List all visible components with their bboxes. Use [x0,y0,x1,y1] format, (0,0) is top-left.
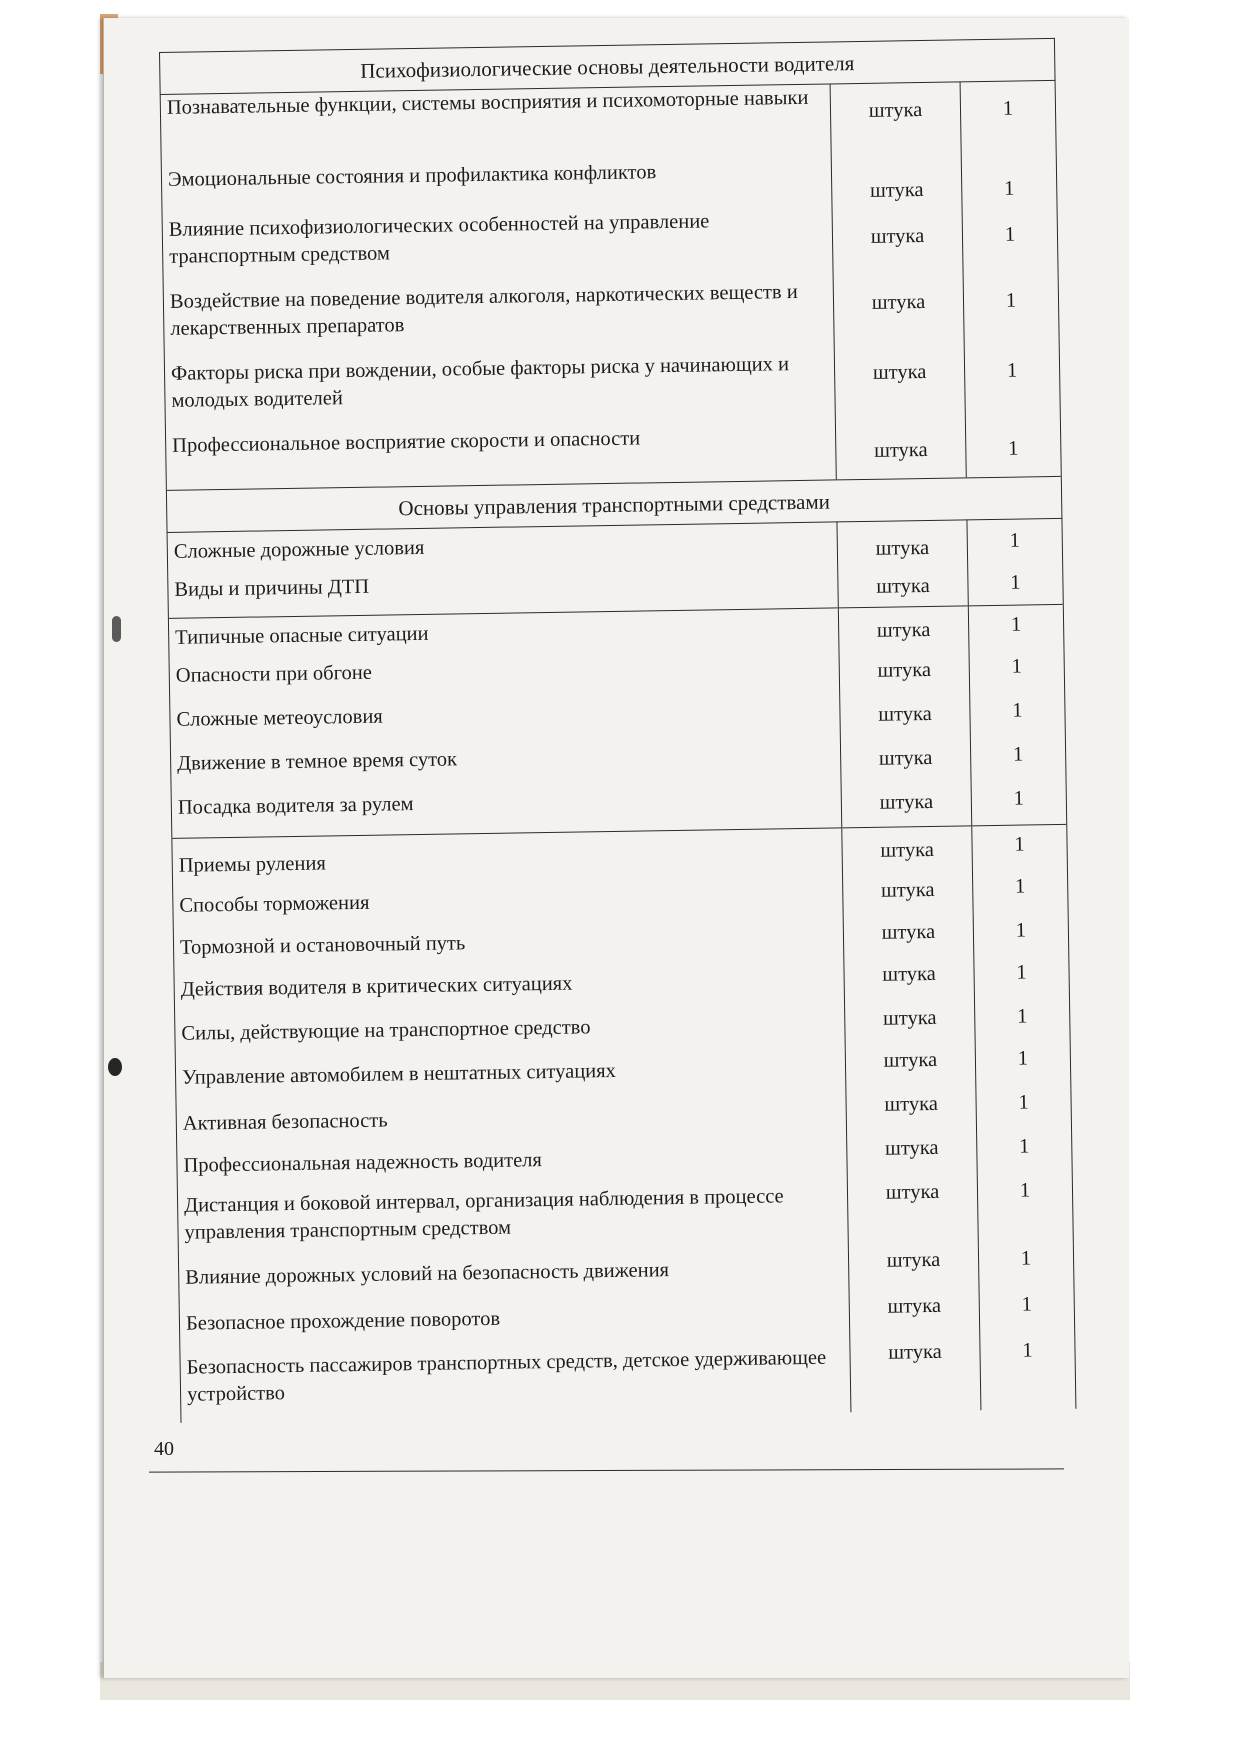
item-qty: 1 [969,648,1065,693]
item-qty: 1 [979,1290,1075,1337]
item-unit: штука [842,870,973,916]
item-name: Действия водителя в критических ситуациях [180,972,573,1001]
item-name: Дистанция и боковой интервал, организация наблюдения в процессе управления транспортным средством [183,1184,784,1244]
item-unit: штука [847,1134,978,1176]
item-unit: штука [843,914,974,960]
scan-background-left [0,0,100,1755]
page-number: 40 [154,1438,174,1460]
item-qty: 1 [975,1044,1071,1089]
item-qty: 1 [960,80,1056,153]
item-qty: 1 [972,868,1068,913]
item-qty: 1 [977,1172,1073,1245]
item-name: Влияние психофизиологических особенностей на управление транспортным средством [168,209,710,268]
item-unit: штука [844,958,975,1004]
binder-ring-top [112,616,121,642]
item-unit: штука [845,1046,976,1092]
item-name: Профессиональное восприятие скорости и опасности [172,426,641,457]
section-title: Психофизиологические основы деятельности водителя [160,38,1056,94]
binder-hole-bottom [108,1058,122,1076]
item-qty: 1 [964,346,1060,419]
item-qty: 1 [976,1088,1072,1133]
item-qty: 1 [975,1000,1071,1045]
item-unit: штука [850,1338,981,1412]
item-name: Познавательные функции, системы восприятия и психомоторные навыки [166,86,809,119]
item-unit: штука [849,1292,980,1340]
item-name: Управление автомобилем в нештатных ситуациях [181,1059,617,1089]
item-unit: штука [846,1090,977,1136]
section-title: Основы управления транспортными средствами [166,476,1062,532]
item-name: Опасности при обгоне [175,661,373,687]
item-name: Факторы риска при вождении, особые факторы риска у начинающих и молодых водителей [170,352,790,412]
item-qty: 1 [968,562,1064,605]
item-unit: штука [847,1174,978,1248]
item-qty: 1 [977,1132,1073,1173]
footer-divider [149,1468,1064,1472]
item-unit: штука [838,564,969,608]
item-unit: штука [840,738,971,784]
item-qty: 1 [965,418,1061,477]
item-name: Сложные метеоусловия [176,705,383,731]
item-unit: штука [834,348,965,422]
item-qty: 1 [980,1336,1076,1409]
item-qty: 1 [970,736,1066,781]
item-name: Влияние дорожных условий на безопасность движения [185,1258,670,1289]
item-unit: штука [831,154,962,206]
item-unit: штука [848,1246,979,1294]
item-unit: штука [841,782,972,828]
item-name: Тормозной и остановочный путь [179,931,466,959]
item-unit: штука [832,204,963,278]
item-unit: штука [830,82,961,156]
item-name: Безопасность пассажиров транспортных средств, детское удерживающее устройство [186,1346,827,1406]
item-qty: 1 [972,824,1068,869]
item-qty: 1 [978,1244,1074,1291]
item-qty: 1 [961,152,1057,203]
item-unit: штука [838,606,969,652]
item-name: Эмоциональные состояния и профилактика конфликтов [167,160,657,191]
item-qty: 1 [968,604,1064,649]
page-content [159,38,1075,1422]
document-page [103,18,1129,1678]
item-unit: штука [837,520,968,566]
item-qty: 1 [962,202,1058,275]
table-row [180,1336,1076,1422]
item-name: Посадка водителя за рулем [177,792,414,819]
item-qty: 1 [970,692,1066,737]
item-unit: штука [842,826,973,872]
item-qty: 1 [963,274,1059,347]
item-unit: штука [835,420,966,480]
item-qty: 1 [967,518,1063,563]
item-name: Безопасное прохождение поворотов [185,1307,501,1335]
item-name: Сложные дорожные условия [173,536,425,563]
equipment-table [159,38,1076,1422]
item-name: Типичные опасные ситуации [175,622,429,649]
item-qty: 1 [971,780,1067,825]
item-name: Виды и причины ДТП [174,575,370,601]
item-qty: 1 [974,956,1070,1001]
item-name: Активная безопасность [182,1109,388,1135]
item-name: Воздействие на поведение водителя алкоголя, наркотических веществ и лекарственных препаратов [169,280,798,340]
item-name: Способы торможения [179,891,370,917]
item-unit: штука [845,1002,976,1048]
item-unit: штука [833,276,964,350]
item-unit: штука [839,650,970,696]
item-name: Силы, действующие на транспортное средство [181,1015,591,1045]
item-name: Профессиональная надежность водителя [183,1148,543,1177]
item-qty: 1 [973,912,1069,957]
item-unit: штука [840,694,971,740]
item-name: Приемы руления [178,852,326,877]
item-name: Движение в темное время суток [177,747,458,775]
